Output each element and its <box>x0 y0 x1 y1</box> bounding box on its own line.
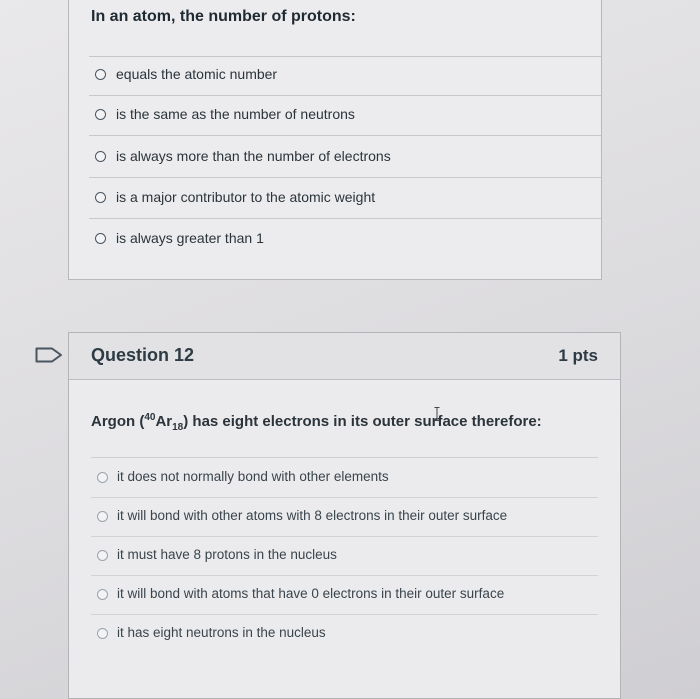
radio-button[interactable] <box>95 233 106 244</box>
answer-label[interactable]: it will bond with other atoms with 8 electrons in their outer surface <box>117 508 508 523</box>
mass-number: 40 <box>144 412 156 423</box>
answer-label[interactable]: is a major contributor to the atomic weight <box>116 189 376 205</box>
radio-button[interactable] <box>95 192 106 203</box>
prompt-part: ) has eight electrons in its outer surface therefore: <box>183 413 542 430</box>
radio-button[interactable] <box>95 109 106 120</box>
answer-option[interactable] <box>89 138 601 178</box>
answer-option[interactable] <box>91 459 598 498</box>
bookmark-flag-icon[interactable] <box>35 347 63 363</box>
radio-button[interactable] <box>95 69 106 80</box>
text-cursor-icon <box>434 407 440 421</box>
answer-option[interactable] <box>91 576 598 615</box>
answer-label[interactable]: it does not normally bond with other elements <box>117 469 389 484</box>
radio-button[interactable] <box>97 550 108 561</box>
answer-label[interactable]: is the same as the number of neutrons <box>116 106 355 122</box>
answer-option[interactable] <box>89 179 601 219</box>
answer-option[interactable] <box>91 498 598 537</box>
question-12-card <box>68 332 621 699</box>
answer-label[interactable]: is always greater than 1 <box>116 230 264 246</box>
question-11-prompt: In an atom, the number of protons: <box>91 8 356 25</box>
answer-label[interactable]: equals the atomic number <box>116 66 278 82</box>
radio-button[interactable] <box>97 472 108 483</box>
question-title: Question 12 <box>91 345 195 365</box>
answer-label[interactable]: it must have 8 protons in the nucleus <box>117 547 337 562</box>
atomic-number: 18 <box>172 422 184 433</box>
divider <box>91 457 598 458</box>
radio-button[interactable] <box>95 151 106 162</box>
answer-option[interactable] <box>89 56 601 96</box>
answer-option[interactable] <box>91 615 598 654</box>
answer-option[interactable] <box>91 537 598 576</box>
radio-button[interactable] <box>97 589 108 600</box>
question-header <box>69 333 620 380</box>
question-11-card <box>68 0 602 280</box>
answer-label[interactable]: it will bond with atoms that have 0 electrons in their outer surface <box>117 586 505 601</box>
prompt-part: Argon ( <box>91 413 145 430</box>
answer-label[interactable]: is always more than the number of electrons <box>116 148 391 164</box>
question-points: 1 pts <box>558 346 598 365</box>
element-symbol: Ar <box>155 413 173 430</box>
answer-label[interactable]: it has eight neutrons in the nucleus <box>117 625 326 640</box>
radio-button[interactable] <box>97 511 108 522</box>
radio-button[interactable] <box>97 628 108 639</box>
answer-option[interactable] <box>89 220 601 260</box>
answer-option[interactable] <box>89 96 601 136</box>
question-12-prompt <box>91 412 542 433</box>
